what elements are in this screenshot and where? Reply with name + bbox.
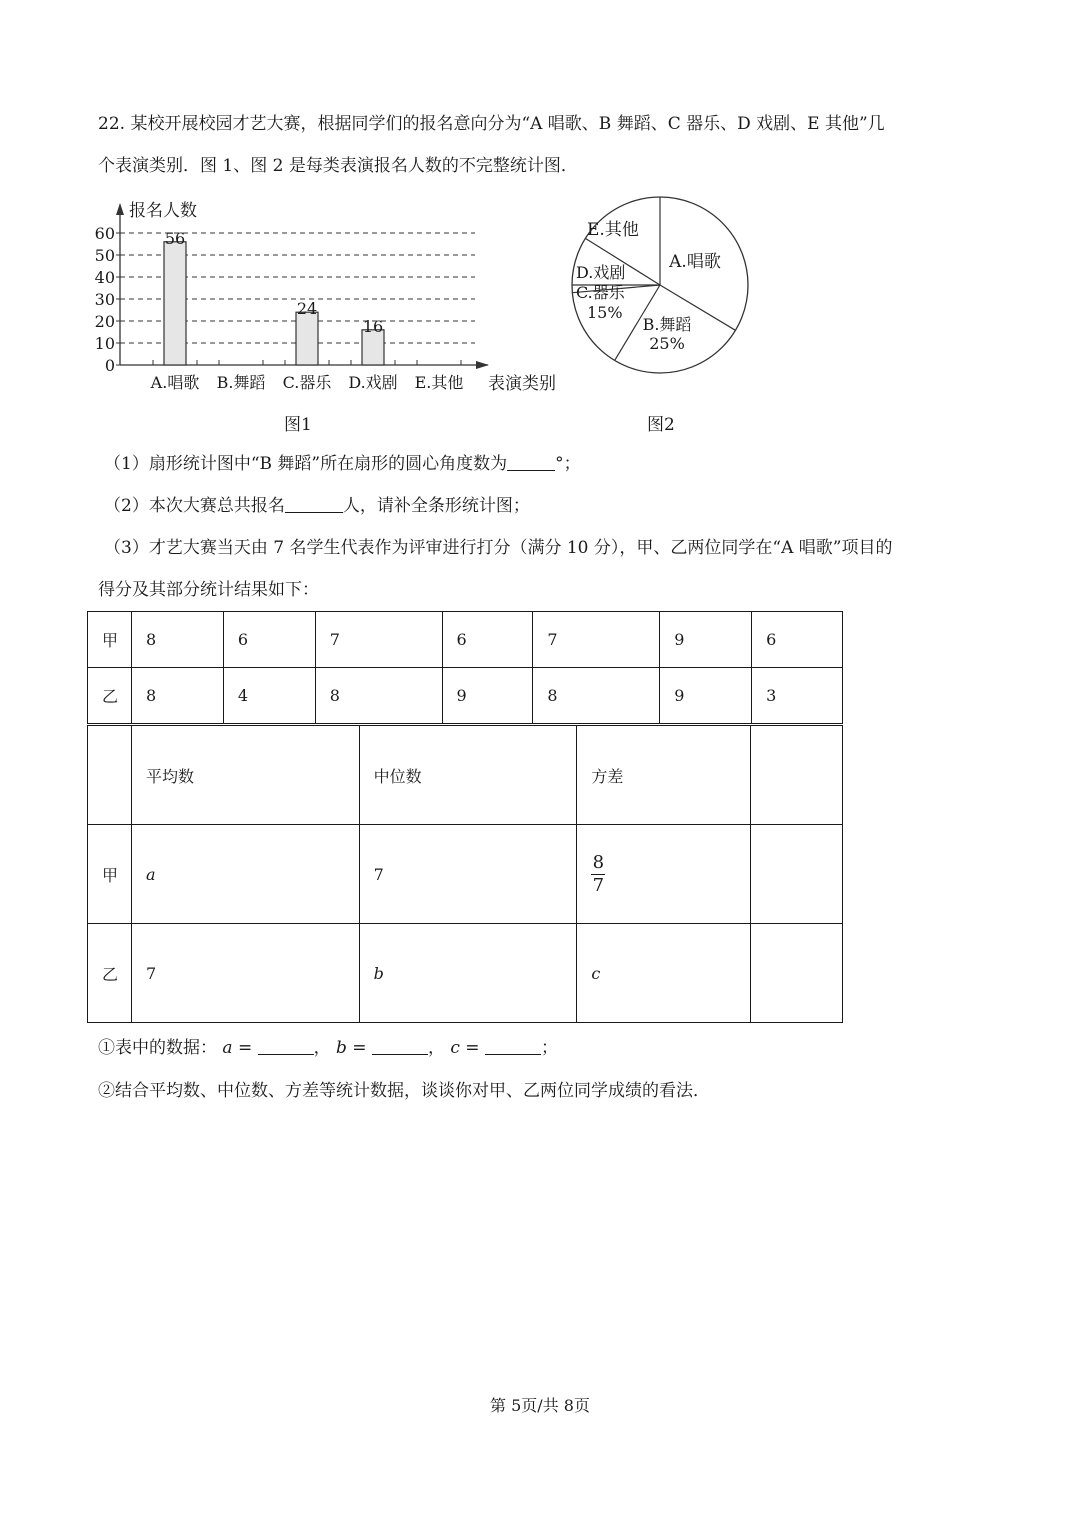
slice-label-b: B.舞蹈 [642,315,692,334]
slice-label-e: E.其他 [587,220,639,240]
x-axis-label: 表演类别 [488,374,556,394]
empty-cell [751,825,843,924]
fraction-numerator: 8 [592,851,605,873]
slice-label-a: A.唱歌 [669,252,721,272]
x-tick-label: C.器乐 [282,373,332,392]
score-cell: 6 [442,612,533,668]
var-a-label: a = [222,1038,253,1058]
header-cell: 方差 [577,726,751,825]
answer-blank-c[interactable] [485,1036,541,1055]
mean-cell: 7 [131,924,359,1023]
score-cell: 8 [131,668,223,724]
mean-cell: a [131,825,359,924]
header-cell [88,726,132,825]
median-cell: 7 [359,825,577,924]
y-tick-label: 0 [104,356,115,375]
data-label: 56 [164,228,186,248]
sub-item-2: ②结合平均数、中位数、方差等统计数据，谈谈你对甲、乙两位同学成绩的看法． [98,1081,710,1101]
score-cell: 9 [660,612,752,668]
data-label: 24 [296,299,318,319]
y-axis-label: 报名人数 [129,201,197,221]
answer-blank-a[interactable] [258,1036,314,1055]
table-header-row [88,726,843,825]
score-cell: 8 [131,612,223,668]
fraction-denominator: 7 [592,874,605,896]
row-name: 甲 [88,825,132,924]
score-cell: 6 [752,612,843,668]
score-cell: 4 [223,668,315,724]
answer-blank[interactable] [507,452,555,471]
variance-cell [577,825,751,924]
score-cell: 9 [660,668,752,724]
y-tick-label: 20 [94,312,115,331]
table-row [88,668,843,724]
slice-label-d: D.戏剧 [576,263,626,282]
subquestion-2-text: （2）本次大赛总共报名 [104,496,285,516]
row-name: 甲 [88,612,132,668]
question-line-1: 22. 某校开展校园才艺大赛，根据同学们的报名意向分为“A 唱歌、B 舞蹈、C 器乐、D 戏剧、E 其他”几 [98,114,885,134]
answer-blank-b[interactable] [372,1036,428,1055]
score-cell: 7 [533,612,660,668]
row-name: 乙 [88,924,132,1023]
y-tick-label: 10 [94,334,115,353]
subquestion-3-line-2: 得分及其部分统计结果如下： [98,580,319,600]
score-cell: 8 [315,668,442,724]
subquestion-2 [104,494,530,518]
y-tick-label: 50 [94,246,115,265]
slice-label-c: C.器乐 [576,283,625,302]
page-footer: 第 5页/共 8页 [490,1396,590,1415]
subquestion-1 [104,452,581,476]
score-cell: 6 [223,612,315,668]
score-cell: 3 [752,668,843,724]
scores-table [87,611,843,724]
header-cell: 中位数 [359,726,577,825]
empty-cell [751,924,843,1023]
table-row [88,924,843,1023]
row-name: 乙 [88,668,132,724]
terminator: ； [540,1038,558,1058]
subquestion-1-text: （1）扇形统计图中“B 舞蹈”所在扇形的圆心角度数为 [104,454,508,474]
bar-chart [90,195,570,400]
y-tick-label: 40 [94,268,115,287]
sub-item-1-text: ①表中的数据： [98,1038,217,1058]
table-row [88,825,843,924]
answer-blank[interactable] [285,494,343,513]
question-line-2: 个表演类别．图 1、图 2 是每类表演报名人数的不完整统计图． [98,156,578,176]
score-cell: 9 [442,668,533,724]
score-cell: 7 [315,612,442,668]
bar [296,312,318,365]
x-axis-arrow [476,361,489,369]
slice-percent-c: 15% [587,303,623,322]
header-cell: 平均数 [131,726,359,825]
bar [164,242,186,365]
var-c-label: c = [450,1038,480,1058]
table-row [88,612,843,668]
separator: ， [427,1038,445,1058]
slice-percent-b: 25% [649,334,685,353]
x-tick-label: B.舞蹈 [216,373,266,392]
stats-table [87,725,843,1023]
subquestion-1-tail: °； [555,454,581,474]
variance-cell: c [577,924,751,1023]
y-tick-label: 30 [94,290,115,309]
variance-fraction [591,852,605,897]
figure-1-caption: 图1 [284,415,312,435]
pie-chart [565,190,755,385]
subquestion-3-line-1: （3）才艺大赛当天由 7 名学生代表作为评审进行打分（满分 10 分），甲、乙两位同学在“A 唱歌”项目的 [104,538,893,558]
y-axis-arrow [116,203,124,215]
sub-item-1 [98,1036,558,1060]
data-label: 16 [362,316,384,336]
separator: ， [313,1038,331,1058]
y-tick-label: 60 [94,224,115,243]
median-cell: b [359,924,577,1023]
header-cell [751,726,843,825]
x-tick-label: D.戏剧 [348,373,398,392]
x-tick-label: E.其他 [414,373,464,392]
score-cell: 8 [533,668,660,724]
subquestion-2-tail: 人，请补全条形统计图； [342,496,530,516]
x-tick-label: A.唱歌 [150,373,200,392]
figure-2-caption: 图2 [647,415,675,435]
var-b-label: b = [336,1038,367,1058]
